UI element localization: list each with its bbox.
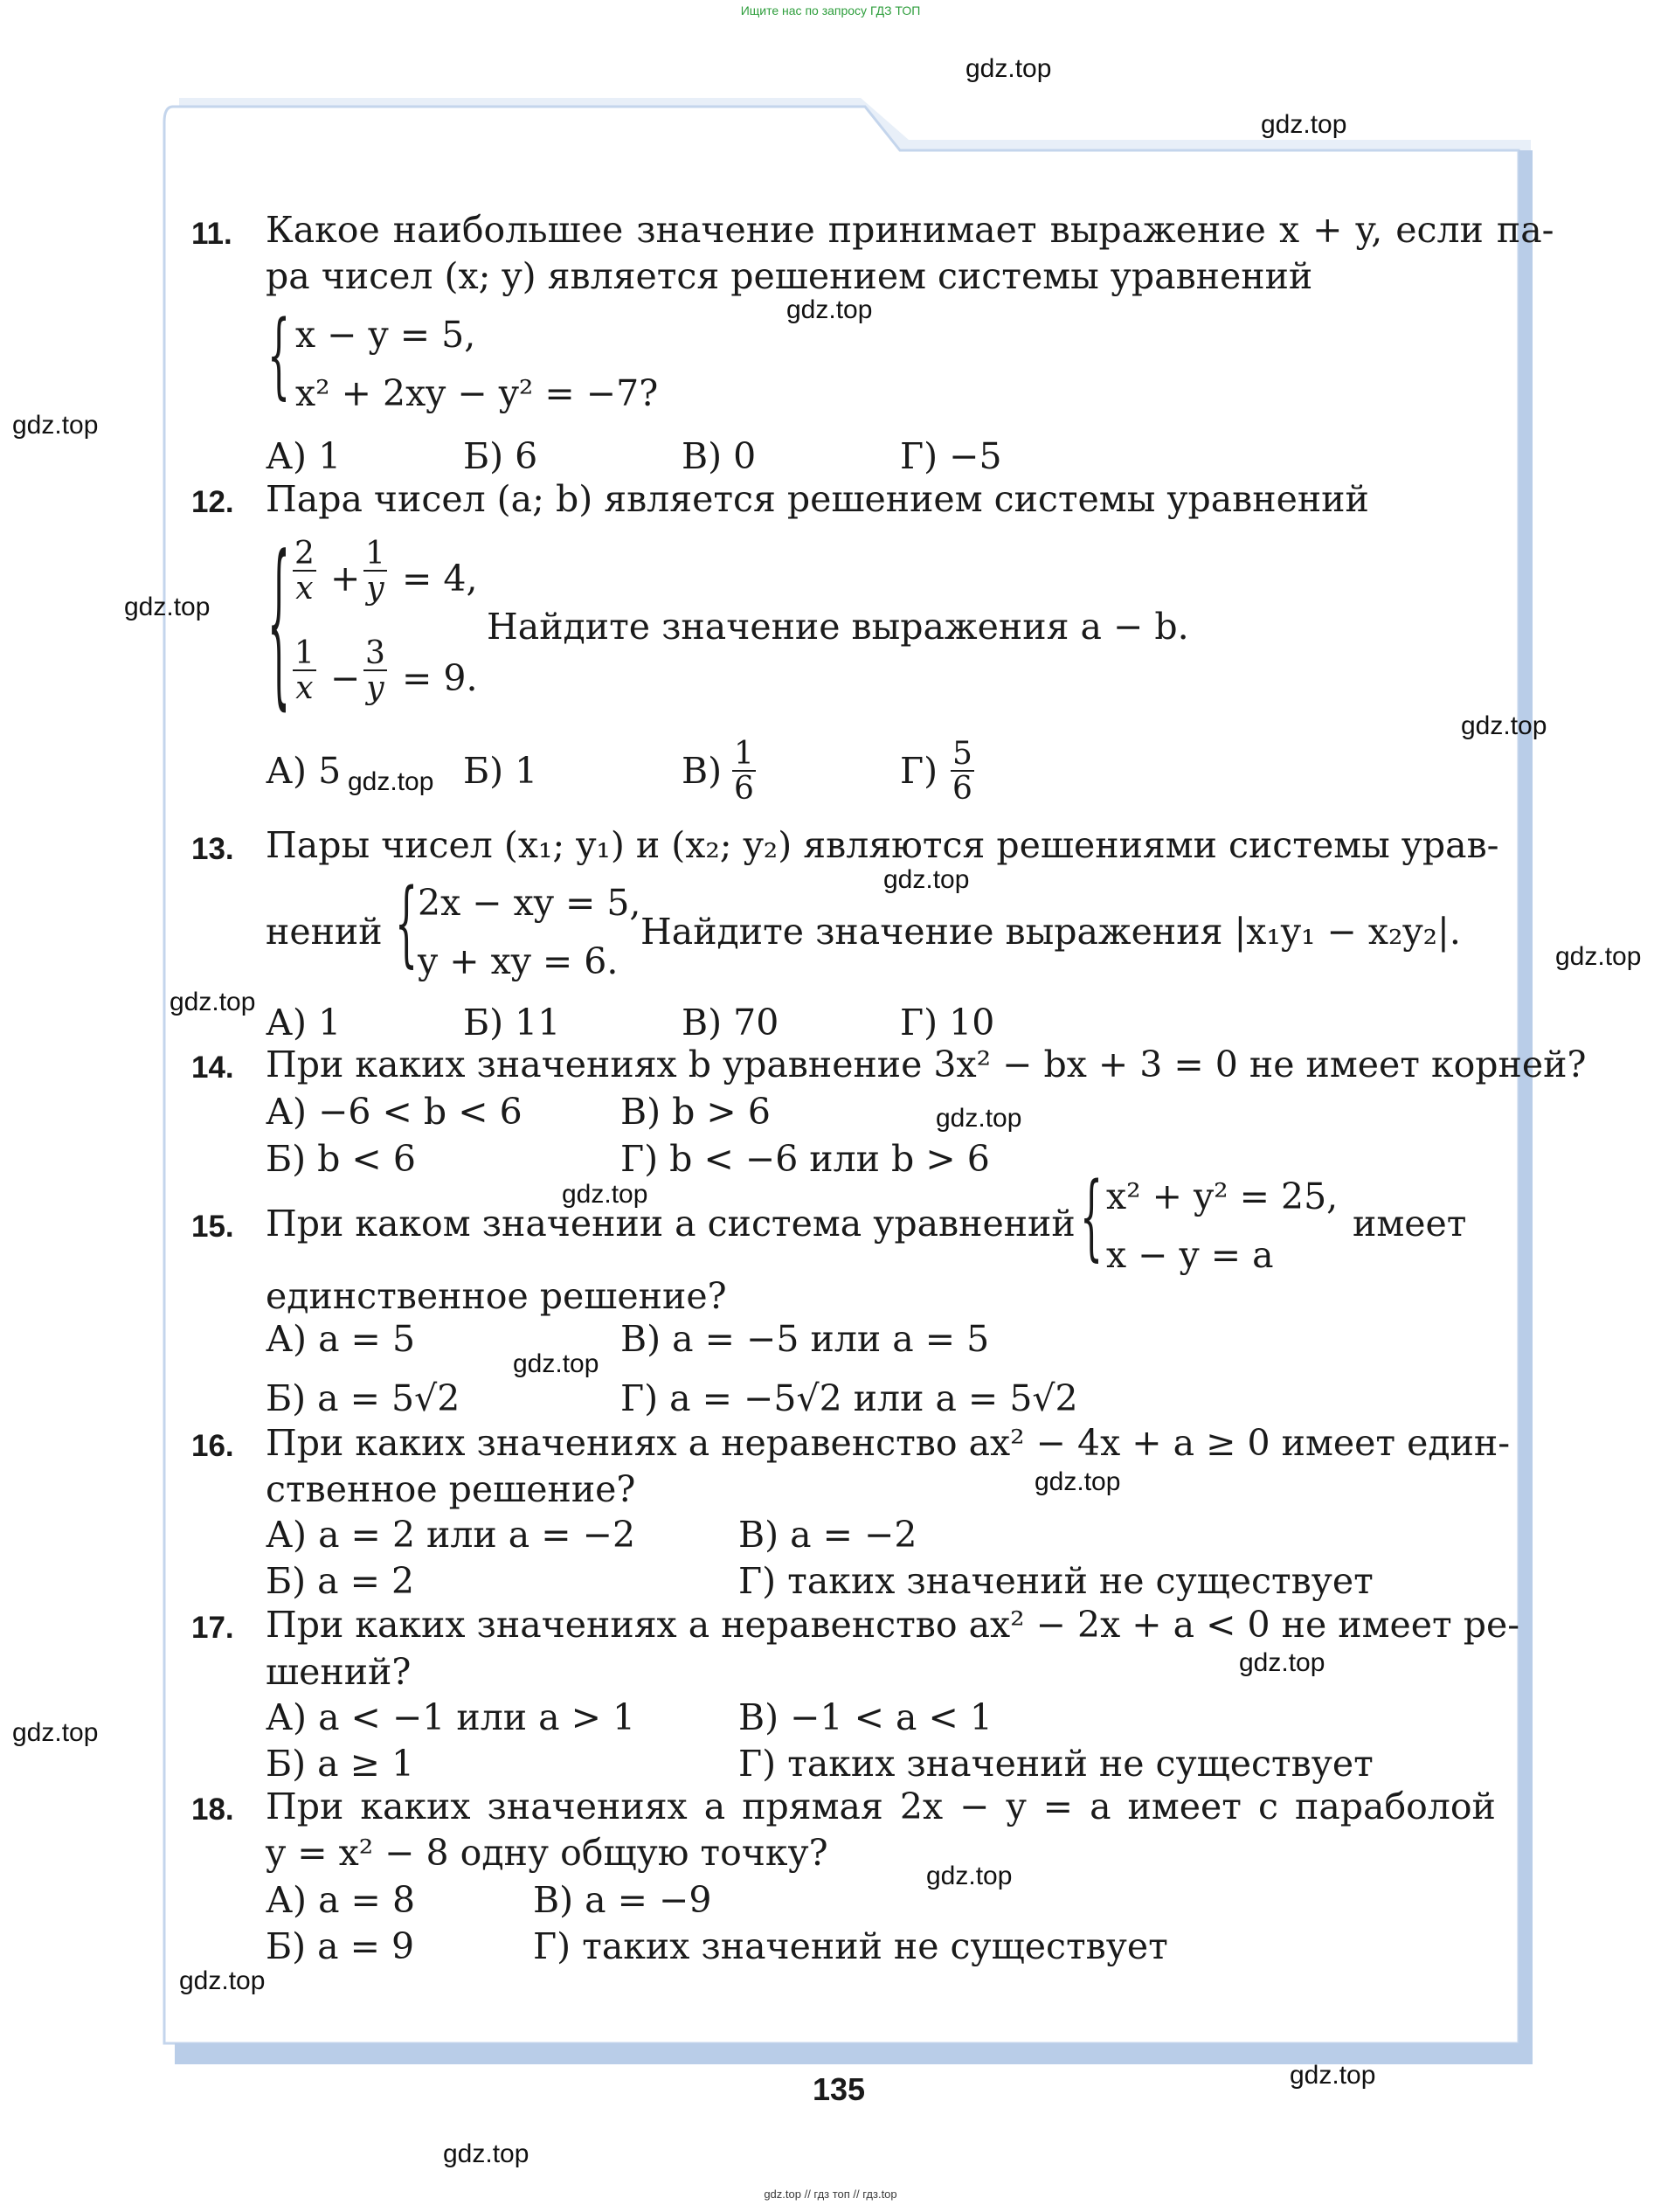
watermark: gdz.top (348, 767, 434, 796)
answer-option[interactable]: Г) таких значений не существует (533, 1925, 1168, 1967)
question-text: ра чисел (x; y) является решением системы уравнений (266, 255, 1313, 297)
system-brace: { (267, 300, 291, 410)
question-number: 15. (191, 1210, 234, 1244)
fraction: $\frac{2}{x}$ (294, 536, 315, 607)
question-number: 14. (191, 1051, 234, 1085)
question-text: При каком значении a система уравнений (266, 1203, 1076, 1245)
answer-option[interactable]: В) a = −5 или a = 5 (620, 1318, 990, 1360)
system-equation: x − y = 5, (295, 314, 476, 356)
question-number: 13. (191, 832, 234, 866)
question-text: нений (266, 911, 383, 953)
question-number: 16. (191, 1429, 234, 1463)
system-equation: x² + 2xy − y² = −7? (295, 372, 659, 414)
answer-option[interactable]: В) 70 (682, 1002, 779, 1044)
question-text: При каких значениях a прямая 2x − y = a имеет с параболой (266, 1786, 1496, 1827)
fraction: $\frac{1}{6}$ (734, 736, 754, 807)
question-number: 17. (191, 1611, 234, 1645)
question-text: Пара чисел (a; b) является решением системы уравнений (266, 478, 1369, 520)
system-operator: + (330, 558, 361, 600)
fraction: $\frac{5}{6}$ (952, 736, 972, 807)
system-equation: 2x − xy = 5, (418, 882, 641, 924)
answer-option[interactable]: Г) −5 (900, 435, 1002, 477)
question-number: 12. (191, 485, 234, 519)
question-text: При каких значениях a неравенство ax² − 2x + a < 0 не имеет ре- (266, 1604, 1520, 1646)
watermark: gdz.top (1461, 711, 1547, 740)
answer-option[interactable]: А) a = 2 или a = −2 (266, 1514, 636, 1556)
question-text: Какое наибольшее значение принимает выражение x + y, если па- (266, 209, 1554, 251)
answer-option[interactable]: В) a = −9 (533, 1879, 712, 1921)
answer-option[interactable]: В) 0 (682, 435, 757, 477)
question-text: y = x² − 8 одну общую точку? (266, 1832, 828, 1874)
answer-option[interactable]: А) 1 (266, 435, 342, 477)
question-text: ственное решение? (266, 1468, 636, 1510)
fraction: $\frac{3}{y}$ (365, 635, 385, 706)
system-brace: { (395, 868, 419, 978)
answer-option[interactable]: В) −1 < a < 1 (738, 1696, 993, 1738)
answer-option[interactable]: В) (682, 750, 723, 792)
answer-option[interactable]: А) a = 8 (266, 1879, 416, 1921)
watermark: gdz.top (1035, 1467, 1121, 1496)
answer-option[interactable]: Б) 11 (463, 1002, 561, 1044)
fraction: $\frac{1}{x}$ (294, 635, 315, 706)
page-number: 135 (813, 2071, 866, 2107)
answer-option[interactable]: Б) a = 5√2 (266, 1377, 460, 1419)
answer-option[interactable]: Г) 10 (900, 1002, 995, 1044)
answer-option[interactable]: Г) b < −6 или b > 6 (620, 1138, 990, 1180)
top-banner[interactable]: Ищите нас по запросу ГДЗ ТОП (740, 3, 921, 17)
answer-option[interactable]: А) 1 (266, 1002, 342, 1044)
answer-option[interactable]: Г) a = −5√2 или a = 5√2 (620, 1377, 1078, 1419)
watermark: gdz.top (1555, 942, 1642, 971)
system-operator: = 9. (402, 657, 478, 699)
watermark: gdz.top (926, 1862, 1013, 1890)
system-equation: x² + y² = 25, (1106, 1175, 1339, 1217)
system-equation: x − y = a (1106, 1234, 1274, 1276)
question-text: При каких значениях a неравенство ax² − 4x + a ≥ 0 имеет един- (266, 1422, 1511, 1464)
watermark: gdz.top (170, 988, 256, 1016)
watermark: gdz.top (12, 1718, 99, 1747)
question-number: 11. (191, 217, 232, 251)
answer-option[interactable]: Б) 1 (463, 750, 538, 792)
system-operator: = 4, (402, 558, 478, 600)
question-text: Пары чисел (x₁; y₁) и (x₂; y₂) являются решениями системы урав- (266, 824, 1499, 866)
watermark: gdz.top (562, 1180, 648, 1209)
watermark: gdz.top (883, 865, 970, 894)
answer-option[interactable]: А) −6 < b < 6 (266, 1091, 523, 1133)
watermark: gdz.top (1290, 2061, 1376, 2090)
watermark: gdz.top (786, 295, 873, 324)
answer-option[interactable]: Г) (900, 750, 938, 792)
question-number: 18. (191, 1792, 234, 1827)
question-text: шений? (266, 1651, 412, 1693)
answer-option[interactable]: А) 5 (266, 750, 342, 792)
watermark: gdz.top (513, 1349, 599, 1378)
question-prompt: Найдите значение выражения a − b. (487, 606, 1189, 648)
fraction: $\frac{1}{y}$ (365, 536, 385, 607)
watermark: gdz.top (1239, 1648, 1325, 1677)
watermark: gdz.top (936, 1104, 1022, 1133)
system-equation: y + xy = 6. (418, 940, 619, 982)
question-text: имеет (1353, 1203, 1467, 1245)
answer-option[interactable]: В) b > 6 (620, 1091, 771, 1133)
bottom-banner[interactable]: gdz.top // гдз топ // гдз.top (764, 2188, 897, 2201)
answer-option[interactable]: Б) b < 6 (266, 1138, 416, 1180)
system-brace: { (1080, 1161, 1104, 1272)
system-brace: { (267, 517, 291, 727)
answer-option[interactable]: Б) a = 9 (266, 1925, 415, 1967)
answer-option[interactable]: Г) таких значений не существует (738, 1743, 1374, 1785)
answer-option[interactable]: А) a = 5 (266, 1318, 416, 1360)
watermark: gdz.top (965, 54, 1052, 83)
answer-option[interactable]: А) a < −1 или a > 1 (266, 1696, 636, 1738)
question-prompt: Найдите значение выражения |x₁y₁ − x₂y₂|. (640, 911, 1461, 953)
watermark: gdz.top (443, 2139, 529, 2168)
question-text: единственное решение? (266, 1275, 727, 1317)
answer-option[interactable]: Б) a = 2 (266, 1560, 415, 1602)
watermark: gdz.top (179, 1966, 266, 1995)
answer-option[interactable]: Б) a ≥ 1 (266, 1743, 415, 1785)
watermark: gdz.top (12, 411, 99, 440)
answer-option[interactable]: Г) таких значений не существует (738, 1560, 1374, 1602)
system-operator: − (330, 657, 361, 699)
answer-option[interactable]: В) a = −2 (738, 1514, 917, 1556)
answer-option[interactable]: Б) 6 (463, 435, 538, 477)
watermark: gdz.top (1261, 110, 1347, 139)
question-text: При каких значениях b уравнение 3x² − bx + 3 = 0 не имеет корней? (266, 1044, 1587, 1085)
watermark: gdz.top (124, 593, 211, 621)
